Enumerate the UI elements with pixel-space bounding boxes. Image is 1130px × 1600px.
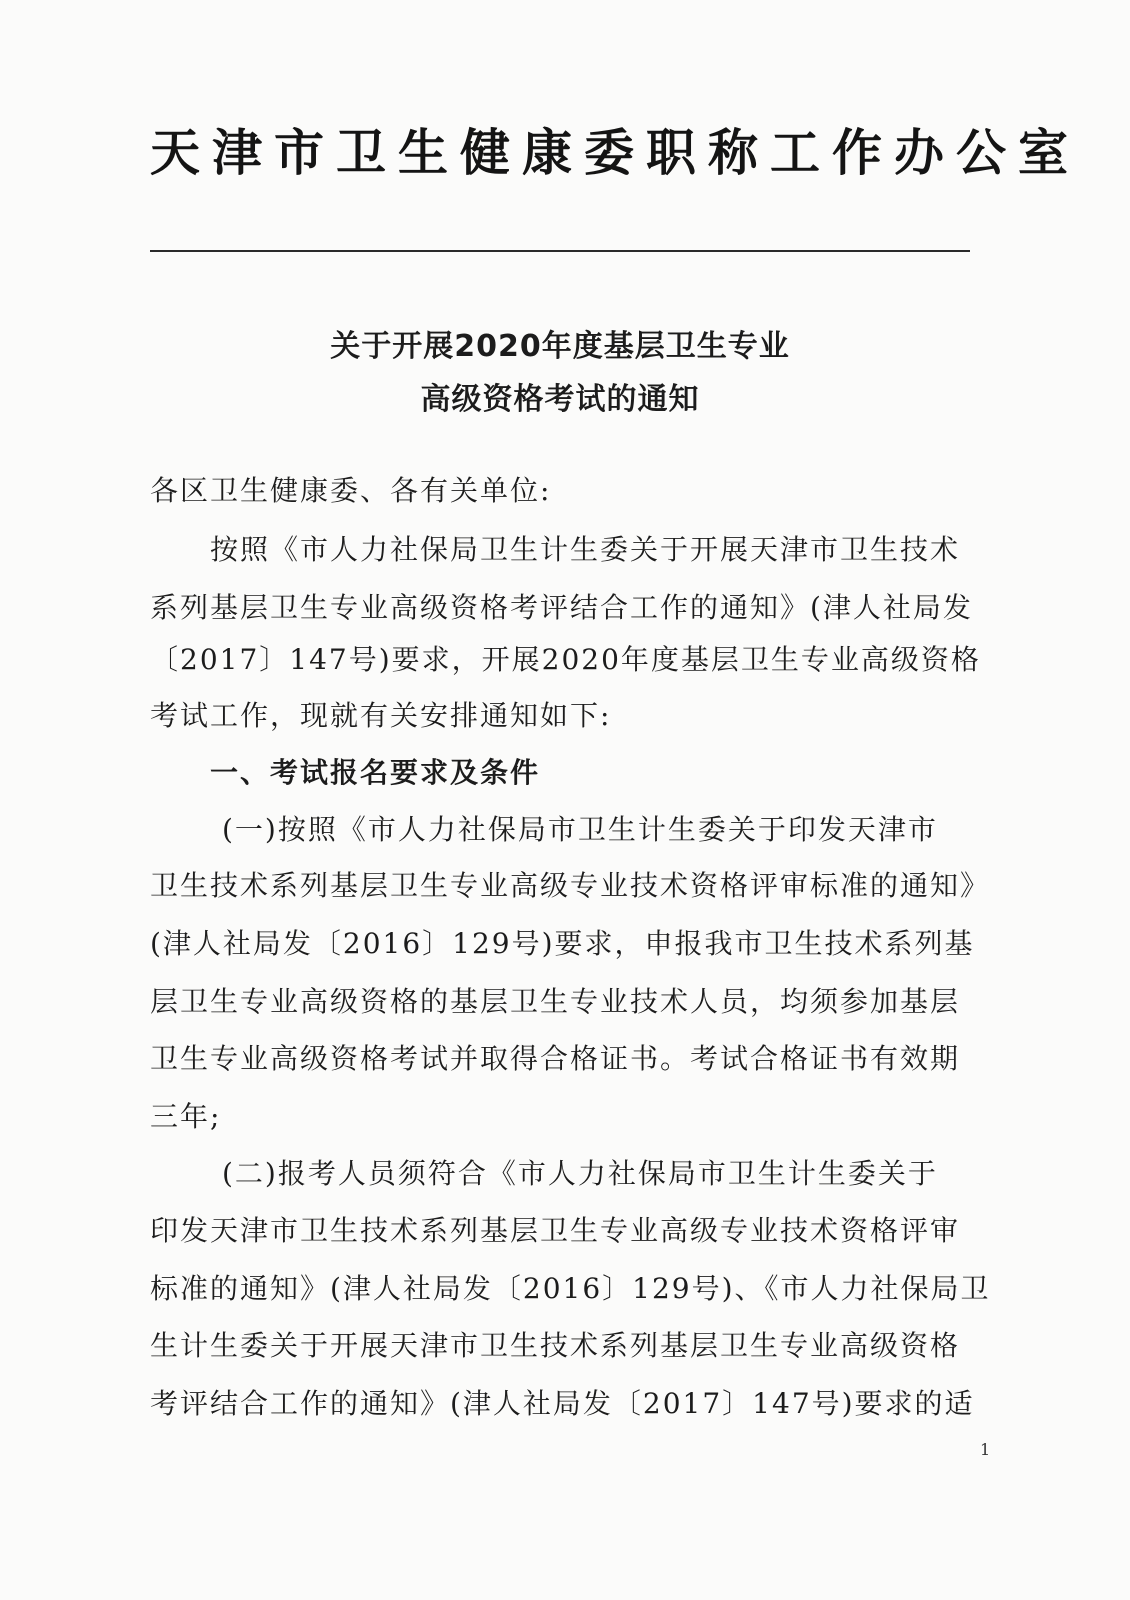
section-heading-1: 一、考试报名要求及条件 [210,756,541,789]
body-line: 考评结合工作的通知》(津人社局发〔2017〕147号)要求的适 [150,1387,975,1420]
body-line: 〔2017〕147号)要求，开展2020年度基层卫生专业高级资格 [150,643,981,676]
document-title-line-1: 关于开展2020年度基层卫生专业 [330,329,790,364]
body-line: 卫生技术系列基层卫生专业高级专业技术资格评审标准的通知》 [150,869,991,902]
body-line: (一)按照《市人力社保局市卫生计生委关于印发天津市 [222,813,938,846]
body-line: 标准的通知》(津人社局发〔2016〕129号)、《市人力社保局卫 [150,1272,991,1305]
header-divider [150,250,970,252]
body-line: 考试工作，现就有关安排通知如下: [150,699,612,732]
document-title-line-2: 高级资格考试的通知 [420,382,700,417]
body-line: 三年; [150,1100,222,1133]
body-line: (津人社局发〔2016〕129号)要求，申报我市卫生技术系列基 [150,927,975,960]
body-line: 层卫生专业高级资格的基层卫生专业技术人员，均须参加基层 [150,985,961,1018]
body-line: 系列基层卫生专业高级资格考评结合工作的通知》(津人社局发 [150,591,973,624]
body-line: 卫生专业高级资格考试并取得合格证书。考试合格证书有效期 [150,1042,961,1075]
body-line: 印发天津市卫生技术系列基层卫生专业高级专业技术资格评审 [150,1214,961,1247]
body-line: (二)报考人员须符合《市人力社保局市卫生计生委关于 [222,1157,938,1190]
issuing-office-heading: 天津市卫生健康委职称工作办公室 [150,124,1080,182]
salutation: 各区卫生健康委、各有关单位: [150,474,552,507]
page-number: 1 [980,1440,991,1459]
body-line: 生计生委关于开展天津市卫生技术系列基层卫生专业高级资格 [150,1329,961,1362]
body-line: 按照《市人力社保局卫生计生委关于开展天津市卫生技术 [210,533,961,566]
